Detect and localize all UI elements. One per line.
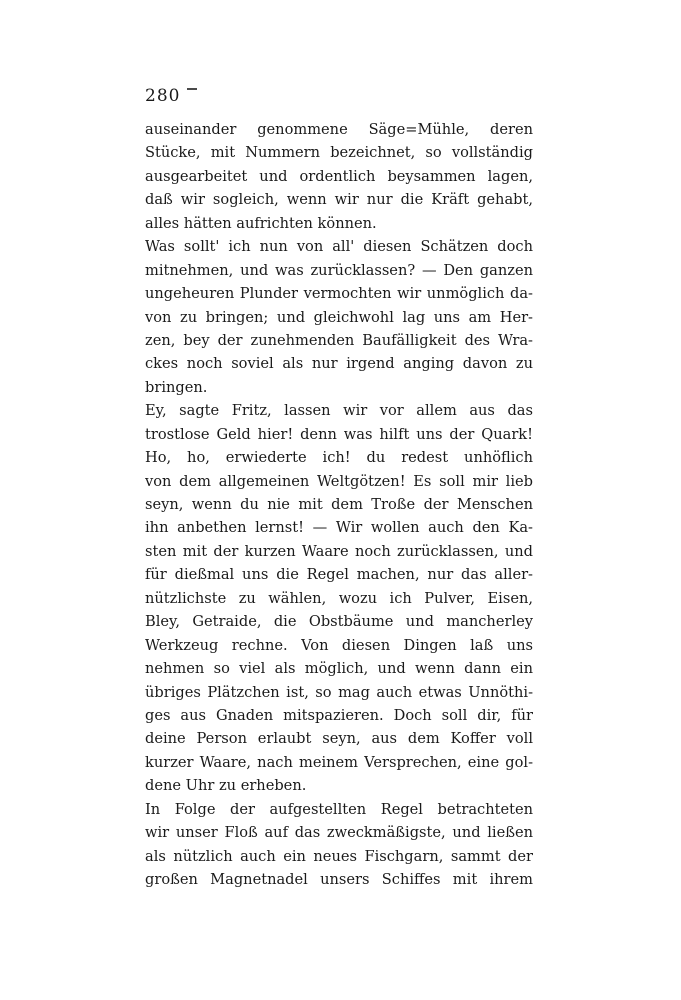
text-line: deine Person erlaubt seyn, aus dem Koffer voll	[145, 730, 533, 748]
text-line: seyn, wenn du nie mit dem Troße der Menschen	[145, 496, 533, 513]
text-line: kurzer Waare, nach meinem Versprechen, eine gol-	[145, 753, 533, 771]
text-line: ckes noch soviel als nur irgend anging davon zu	[145, 355, 533, 373]
text-line: Werkzeug rechne. Von diesen Dingen laß uns	[145, 636, 533, 654]
text-line: mitnehmen, und was zurücklassen? — Den ganzen	[145, 261, 533, 279]
text-line: auseinander genommene Säge=Mühle, deren	[145, 121, 533, 138]
text-line: Stücke, mit Nummern bezeichnet, so vollständig	[145, 144, 533, 162]
text-line: von zu bringen; und gleichwohl lag uns am Her-	[145, 308, 533, 326]
text-line: Ey, sagte Fritz, lassen wir vor allem aus das	[145, 402, 533, 420]
text-line: für dießmal uns die Regel machen, nur das aller-	[145, 566, 533, 584]
text-line: ihn anbethen lernst! — Wir wollen auch den Ka-	[145, 519, 533, 537]
text-line: daß wir sogleich, wenn wir nur die Kräft gehabt,	[145, 191, 533, 209]
body-text	[145, 118, 533, 891]
text-line: als nützlich auch ein neues Fischgarn, sammt der	[145, 847, 533, 865]
text-line: ausgearbeitet und ordentlich beysammen lagen,	[145, 167, 533, 185]
text-line: bringen.	[145, 378, 208, 396]
text-line: trostlose Geld hier! denn was hilft uns der Quark!	[145, 425, 533, 443]
page-number-mark	[187, 88, 197, 90]
text-line: sten mit der kurzen Waare noch zurücklassen, und	[145, 542, 533, 560]
text-line: nehmen so viel als möglich, und wenn dann ein	[145, 660, 533, 678]
text-line: nützlichste zu wählen, wozu ich Pulver, Eisen,	[145, 589, 533, 607]
text-line: In Folge der aufgestellten Regel betrachteten	[145, 800, 533, 818]
text-line: großen Magnetnadel unsers Schiffes mit ihrem	[145, 871, 533, 888]
text-line: übriges Plätzchen ist, so mag auch etwas Unnöthi-	[145, 683, 533, 701]
text-line: von dem allgemeinen Weltgötzen! Es soll mir lieb	[145, 472, 533, 490]
text-line: Was sollt' ich nun von all' diesen Schätzen doch	[145, 238, 533, 256]
text-line: zen, bey der zunehmenden Baufälligkeit des Wra-	[145, 331, 533, 349]
text-line: ungeheuren Plunder vermochten wir unmöglich da-	[145, 285, 533, 303]
text-line: alles hätten aufrichten können.	[145, 214, 377, 232]
text-line: Bley, Getraide, die Obstbäume und mancherley	[145, 613, 533, 631]
text-line: dene Uhr zu erheben.	[145, 777, 307, 795]
text-line: ges aus Gnaden mitspazieren. Doch soll dir, für	[145, 706, 533, 724]
text-line: wir unser Floß auf das zweckmäßigste, und ließen	[145, 824, 533, 842]
page-number: 280	[145, 86, 181, 106]
text-line: Ho, ho, erwiederte ich! du redest unhöflich	[145, 449, 533, 467]
